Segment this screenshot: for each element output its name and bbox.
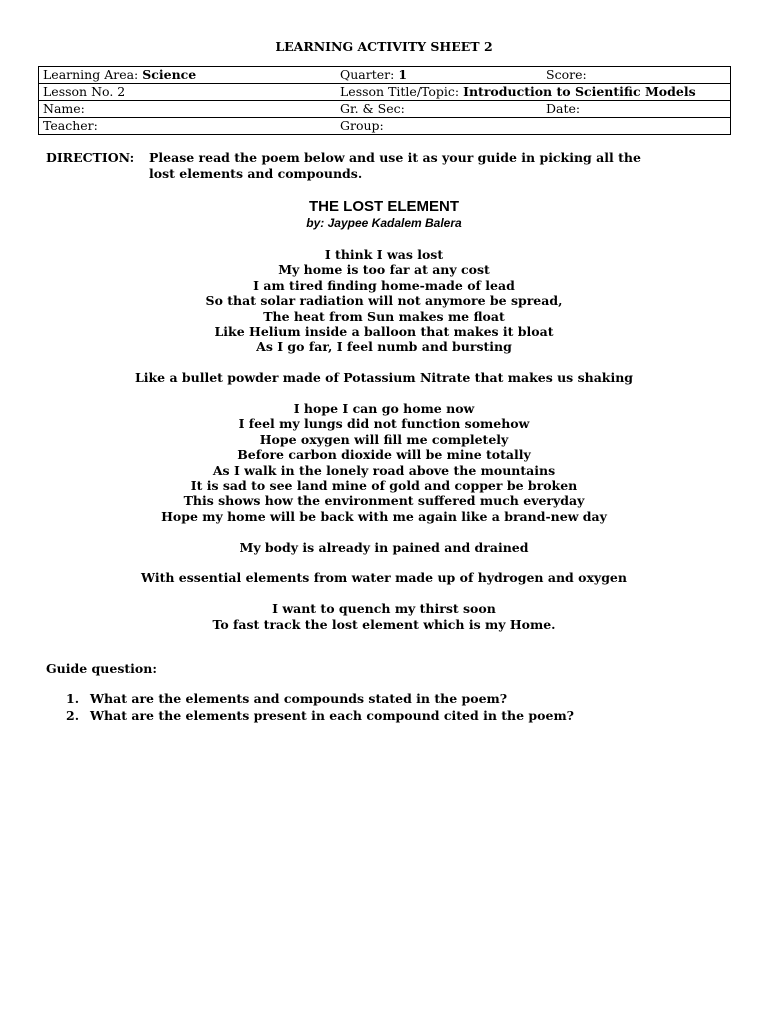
poem-stanza <box>0 401 768 524</box>
lesson-no-cell <box>39 84 337 101</box>
date-label: Date: <box>546 101 581 116</box>
name-label: Name: <box>43 101 85 116</box>
question-number: 2. <box>66 708 80 723</box>
poem-stanza <box>0 570 768 585</box>
poem-title: THE LOST ELEMENT <box>309 198 459 215</box>
question-text: What are the elements present in each compound cited in the poem? <box>90 708 575 723</box>
score-label: Score: <box>546 67 587 82</box>
poem-stanza <box>0 601 768 632</box>
poem-line: With essential elements from water made up of hydrogen and oxygen <box>141 570 627 586</box>
learning-area-cell <box>39 67 337 84</box>
sheet-title: LEARNING ACTIVITY SHEET 2 <box>275 39 493 54</box>
info-row-2 <box>39 84 731 101</box>
guide-question-item <box>66 707 746 724</box>
lesson-title-label: Lesson Title/Topic: <box>340 84 464 99</box>
grade-section-label: Gr. & Sec: <box>340 101 405 116</box>
lesson-title-cell <box>336 84 731 101</box>
poem-line: This shows how the environment suffered much everyday <box>183 493 585 509</box>
poem-line: Like Helium inside a balloon that makes it bloat <box>214 324 554 340</box>
poem-line: To fast track the lost element which is my Home. <box>212 616 556 632</box>
info-row-1 <box>39 67 731 84</box>
poem-line: As I walk in the lonely road above the mountains <box>212 462 556 478</box>
poem-line: I want to quench my thirst soon <box>272 601 496 617</box>
poem-line: So that solar radiation will not anymore be spread, <box>205 293 563 309</box>
question-text: What are the elements and compounds stated in the poem? <box>90 691 508 706</box>
group-cell <box>336 118 731 135</box>
poem-line: Like a bullet powder made of Potassium Nitrate that makes us shaking <box>134 370 634 386</box>
poem-line: I think I was lost <box>324 247 444 262</box>
learning-area-value: Science <box>142 67 197 82</box>
poem-author: by: Jaypee Kadalem Balera <box>306 216 462 230</box>
poem-stanza <box>0 247 768 355</box>
guide-question-item <box>66 690 746 707</box>
poem-line: It is sad to see land mine of gold and copper be broken <box>190 478 578 494</box>
group-label: Group: <box>340 118 384 133</box>
teacher-label: Teacher: <box>43 118 98 133</box>
poem-stanza <box>0 370 768 385</box>
lesson-no: Lesson No. 2 <box>43 84 126 99</box>
teacher-cell <box>39 118 337 135</box>
direction-text-2: lost elements and compounds. <box>149 166 363 181</box>
date-cell <box>542 101 731 118</box>
direction-line-1 <box>46 150 726 166</box>
poem-body <box>0 247 768 647</box>
quarter-cell <box>336 67 542 84</box>
poem-line: I hope I can go home now <box>293 401 475 417</box>
learning-area-label: Learning Area: <box>43 67 143 82</box>
poem-line: I am tired finding home-made of lead <box>253 277 515 293</box>
poem-line: Before carbon dioxide will be mine totally <box>237 447 531 463</box>
info-row-3 <box>39 101 731 118</box>
poem-line: Hope my home will be back with me again like a brand-new day <box>161 508 607 524</box>
grade-section-cell <box>336 101 542 118</box>
direction-text-1: Please read the poem below and use it as your guide in picking all the <box>149 150 641 165</box>
guide-questions-list <box>66 690 746 724</box>
name-cell <box>39 101 337 118</box>
poem-line: As I go far, I feel numb and bursting <box>256 339 512 355</box>
quarter-label: Quarter: <box>340 67 399 82</box>
guide-question-label: Guide question: <box>46 661 157 676</box>
info-row-4 <box>39 118 731 135</box>
info-table <box>38 66 731 135</box>
direction-label: DIRECTION: <box>46 150 135 165</box>
question-number: 1. <box>66 691 80 706</box>
poem-line: My body is already in pained and drained <box>239 539 529 555</box>
poem-stanza <box>0 540 768 555</box>
poem-line: Hope oxygen will fill me completely <box>259 431 509 447</box>
quarter-value: 1 <box>398 67 408 82</box>
direction-block <box>46 150 726 182</box>
poem-line: I feel my lungs did not function somehow <box>238 416 530 432</box>
poem-line: My home is too far at any cost <box>278 262 490 278</box>
score-cell <box>542 67 731 84</box>
poem-line: The heat from Sun makes me float <box>263 308 505 324</box>
lesson-title-value: Introduction to Scientific Models <box>463 84 696 99</box>
